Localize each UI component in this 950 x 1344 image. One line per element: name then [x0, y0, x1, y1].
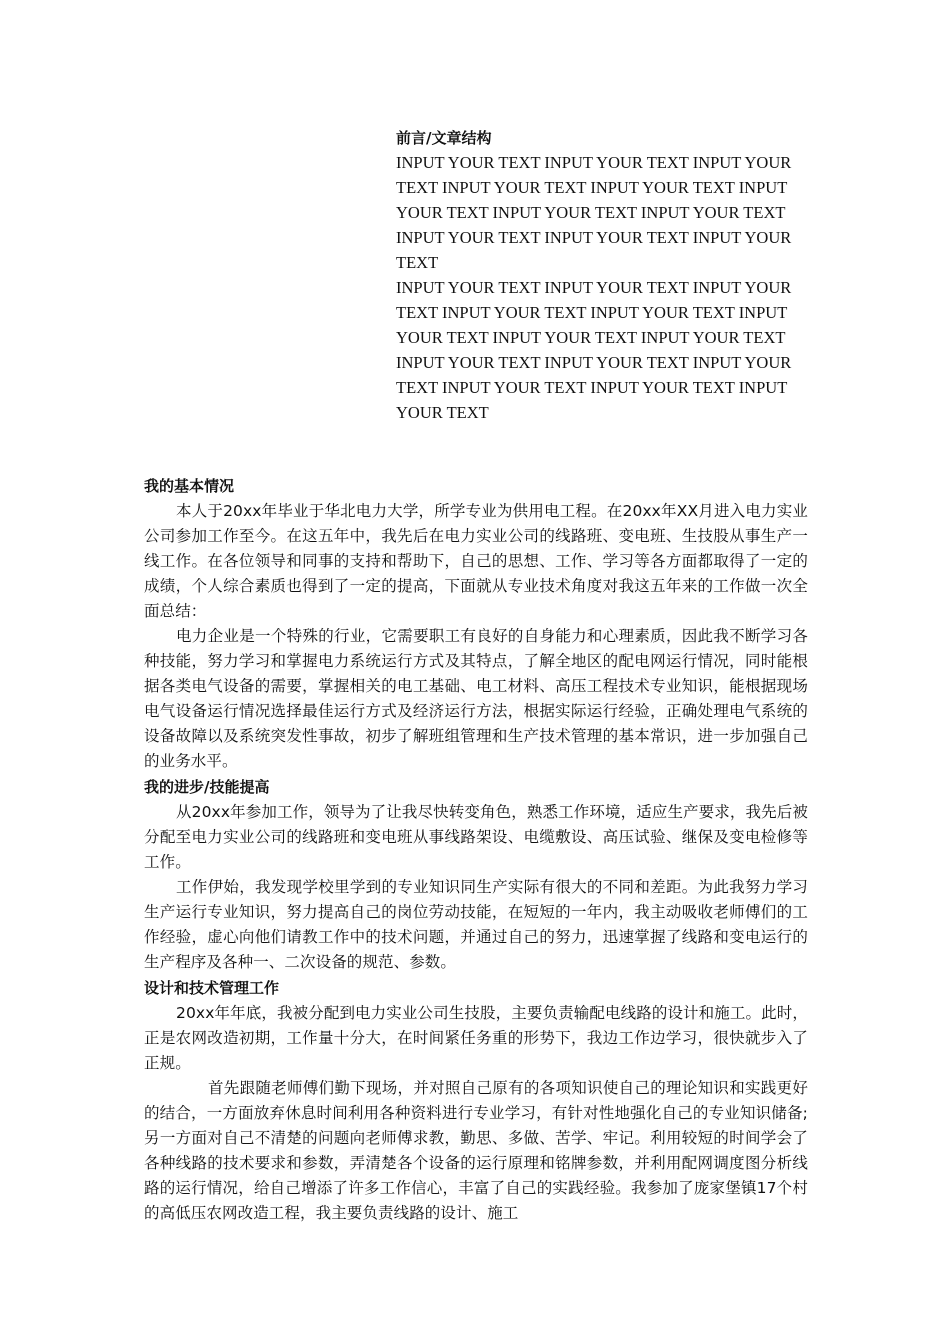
section-paragraph: 工作伊始，我发现学校里学到的专业知识同生产实际有很大的不同和差距。为此我努力学习生产运行专业知识，努力提高自己的岗位劳动技能，在短短的一年内，我主动吸收老师傅们的工作经验，虚心向他们请教工作中的技术问题，并通过自己的努力，迅速掌握了线路和变电运行的生产程序及各种一、二次设备的规范、参数。	[144, 878, 808, 971]
section-paragraph: 本人于20xx年毕业于华北电力大学，所学专业为供用电工程。在20xx年XX月进入电力实业公司参加工作至今。在这五年中，我先后在电力实业公司的线路班、变电班、生技股从事生产一线工作。在各位领导和同事的支持和帮助下，自己的思想、工作、学习等各方面都取得了一定的成绩，个人综合素质也得到了一定的提高，下面就从专业技术角度对我这五年来的工作做一次全面总结：	[144, 502, 808, 620]
section-paragraph: 从20xx年参加工作，领导为了让我尽快转变角色，熟悉工作环境，适应生产要求，我先后被分配至电力实业公司的线路班和变电班从事线路架设、电缆敷设、高压试验、继保及变电检修等工作。	[144, 803, 808, 871]
body-content	[144, 473, 808, 1226]
section-paragraph: 20xx年年底，我被分配到电力实业公司生技股，主要负责输配电线路的设计和施工。此时，正是农网改造初期，工作量十分大，在时间紧任务重的形势下，我边工作边学习，很快就步入了正规。	[144, 1004, 808, 1072]
intro-paragraph-2: INPUT YOUR TEXT INPUT YOUR TEXT INPUT YOUR TEXT INPUT YOUR TEXT INPUT YOUR TEXT INPUT YOUR TEXT INPUT YOUR TEXT INPUT YOUR TEXT INPUT YOUR TEXT INPUT YOUR TEXT INPUT YOUR TEXT INPUT YOUR TEXT INPUT YOUR TEXT INPUT YOUR TEXT	[396, 278, 792, 422]
section-heading-progress: 我的进步/技能提高	[144, 778, 270, 796]
section-heading-basic-info: 我的基本情况	[144, 477, 235, 495]
intro-title: 前言/文章结构	[396, 129, 492, 147]
section-paragraph: 首先跟随老师傅们勤下现场，并对照自己原有的各项知识使自己的理论知识和实践更好的结合，一方面放弃休息时间利用各种资料进行专业学习，有针对性地强化自己的专业知识储备;另一方面对自己不清楚的问题向老师傅求教，勤思、多做、苦学、牢记。利用较短的时间学会了各种线路的技术要求和参数，弄清楚各个设备的运行原理和铭牌参数，并利用配网调度图分析线路的运行情况，给自己增添了许多工作信心，丰富了自己的实践经验。我参加了庞家堡镇17个村的高低压农网改造工程，我主要负责线路的设计、施工	[144, 1079, 808, 1222]
intro-paragraph-1: INPUT YOUR TEXT INPUT YOUR TEXT INPUT YOUR TEXT INPUT YOUR TEXT INPUT YOUR TEXT INPUT YOUR TEXT INPUT YOUR TEXT INPUT YOUR TEXT INPUT YOUR TEXT INPUT YOUR TEXT INPUT YOUR TEXT	[396, 153, 792, 272]
intro-block	[396, 126, 806, 425]
section-heading-design-management: 设计和技术管理工作	[144, 979, 280, 997]
section-paragraph: 电力企业是一个特殊的行业，它需要职工有良好的自身能力和心理素质，因此我不断学习各种技能，努力学习和掌握电力系统运行方式及其特点，了解全地区的配电网运行情况，同时能根据各类电气设备的需要，掌握相关的电工基础、电工材料、高压工程技术专业知识，能根据现场电气设备运行情况选择最佳运行方式及经济运行方法，根据实际运行经验，正确处理电气系统的设备故障以及系统突发性事故，初步了解班组管理和生产技术管理的基本常识，进一步加强自己的业务水平。	[144, 627, 808, 770]
